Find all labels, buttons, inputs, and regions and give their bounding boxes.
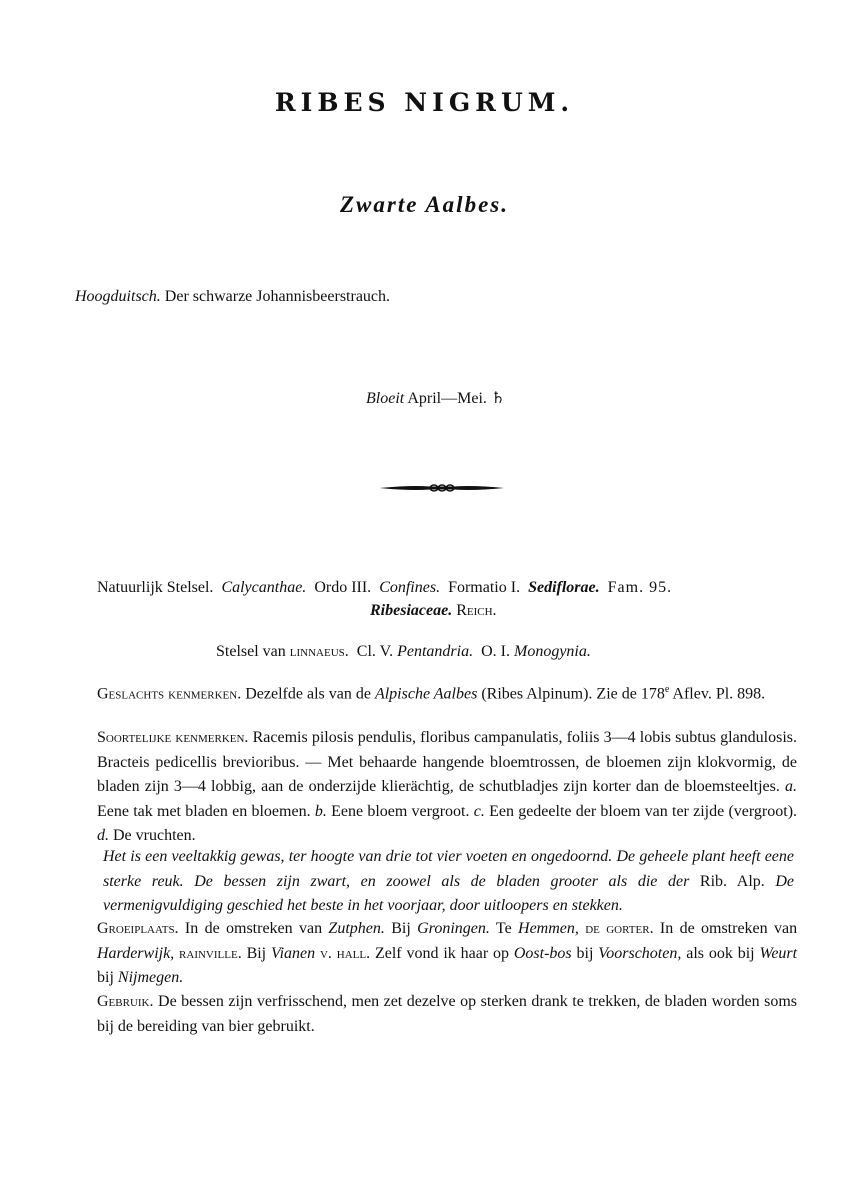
- soortelijke-label: Soortelijke kenmerken.: [97, 729, 249, 746]
- description-note-paragraph: [103, 845, 794, 919]
- monogynia: Monogynia.: [513, 643, 591, 660]
- harderwijk: Harderwijk,: [97, 944, 175, 962]
- groeiplaats-t6: Zelf vond ik haar op: [374, 944, 509, 962]
- letter-d: d.: [97, 827, 109, 844]
- note-text1: Het is een veeltakkig gewas, ter hoogte van drie tot vier voeten en ongedoornd. De geheele plant heeft eene sterke reuk. De bessen zijn zwart, en zoowel als de bladen grooter als die der: [103, 848, 794, 890]
- zutphen: Zutphen.: [328, 920, 385, 937]
- bloeit-line: [366, 388, 505, 408]
- geslachts-label: Geslachts kenmerken.: [97, 685, 242, 703]
- groningen: Groningen.: [417, 920, 490, 937]
- fam: Fam. 95.: [607, 579, 673, 596]
- hoogduitsch-line: [75, 288, 390, 306]
- ribesiaceae: Ribesiaceae.: [370, 602, 453, 619]
- natuurlijk-stelsel-line: [97, 576, 672, 600]
- geslachts-sup: e: [664, 684, 670, 695]
- letter-a: a.: [785, 778, 797, 795]
- confines: Confines.: [379, 579, 441, 596]
- bloeit-label: Bloeit: [366, 390, 405, 407]
- groeiplaats-paragraph: [97, 917, 797, 991]
- geslachts-text1: Dezelfde als van de: [245, 685, 371, 703]
- groeiplaats-t1: In de omstreken van: [184, 920, 323, 937]
- calycanthae: Calycanthae.: [221, 579, 307, 596]
- soortelijke-text: Racemis pilosis pendulis, floribus campanulatis, foliis 3—4 lobis subtus glandulosis. Bracteis pedicellis brevioribus. — Met behaarde hangende bloemtrossen, de bloemen zijn klokvormig, de bladen zijn 3—4 lobbig, aan de onderzijde klierächtig, de schutbladjes zijn korter dan de bloemsteeltjes.: [97, 729, 798, 795]
- vianen: Vianen: [270, 944, 316, 962]
- geslachts-text2: (Ribes Alpinum). Zie de 178: [481, 685, 665, 703]
- note-rib: Rib. Alp.: [699, 872, 765, 890]
- ribesiaceae-line: [370, 599, 497, 623]
- hoogduitsch-text: Der schwarze Johannisbeerstrauch.: [164, 288, 391, 305]
- linnaeus-name: linnaeus.: [289, 643, 349, 660]
- sediflorae: Sediflorae.: [528, 579, 600, 596]
- linnaeus-line: [216, 640, 591, 664]
- geslachts-kenmerken-paragraph: [97, 678, 781, 707]
- gebruik-text: De bessen zijn verfrisschend, men zet dezelve op sterken drank te trekken, de bladen worden soms bij de bereiding van bier gebruikt.: [97, 993, 798, 1035]
- letter-b: b.: [314, 802, 327, 820]
- groeiplaats-t9: bij: [97, 969, 114, 986]
- soortelijke-kenmerken-paragraph: [97, 726, 797, 849]
- shrub-symbol-icon: ♄: [490, 390, 506, 407]
- weurt: Weurt: [759, 944, 798, 962]
- groeiplaats-label: Groeiplaats.: [97, 920, 179, 937]
- groeiplaats-t4: In de omstreken van: [659, 920, 798, 937]
- a-text: Eene tak met bladen en bloemen.: [97, 802, 311, 820]
- d-text: De vruchten.: [113, 827, 196, 844]
- note-text2: De vermenigvuldiging geschied het beste in het voorjaar, door uitloopers en stekken.: [103, 872, 795, 914]
- linnaeus-o: O. I.: [481, 643, 510, 660]
- geslachts-text3: Aflev. Pl. 898.: [672, 685, 766, 703]
- groeiplaats-t5: Bij: [246, 944, 267, 962]
- de-gorter: de gorter.: [585, 920, 654, 937]
- pentandria: Pentandria.: [397, 643, 474, 660]
- hemmen: Hemmen,: [518, 920, 579, 937]
- bloeit-text: April—Mei.: [407, 390, 487, 407]
- c-text: Een gedeelte der bloem van ter zijde (vergroot).: [489, 802, 798, 820]
- rainville: rainville.: [179, 944, 242, 962]
- groeiplaats-t3: Te: [495, 920, 512, 937]
- natuurlijk-label: Natuurlijk Stelsel.: [97, 579, 214, 596]
- page-title: RIBES NIGRUM.: [274, 88, 575, 117]
- alpische-aalbes: Alpische Aalbes: [374, 685, 478, 703]
- ornamental-divider: [380, 480, 504, 496]
- v-hall: v. hall.: [319, 944, 371, 962]
- page-subtitle: Zwarte Aalbes.: [340, 192, 509, 217]
- letter-c: c.: [473, 802, 485, 820]
- nijmegen: Nijmegen.: [117, 969, 184, 986]
- linnaeus-label: Stelsel van: [216, 643, 286, 660]
- oost-bos: Oost-bos: [513, 944, 572, 962]
- groeiplaats-t8: als ook bij: [686, 944, 755, 962]
- voorschoten: Voorschoten,: [598, 944, 682, 962]
- hoogduitsch-label: Hoogduitsch.: [75, 288, 161, 305]
- formatio: Formatio I.: [448, 579, 521, 596]
- ordo: Ordo III.: [314, 579, 372, 596]
- reich: Reich.: [456, 602, 497, 619]
- b-text: Eene bloem vergroot.: [331, 802, 470, 820]
- gebruik-label: Gebruik.: [97, 993, 154, 1010]
- groeiplaats-t2: Bij: [391, 920, 411, 937]
- linnaeus-cl: Cl. V.: [356, 643, 394, 660]
- groeiplaats-t7: bij: [576, 944, 594, 962]
- gebruik-paragraph: [97, 990, 797, 1039]
